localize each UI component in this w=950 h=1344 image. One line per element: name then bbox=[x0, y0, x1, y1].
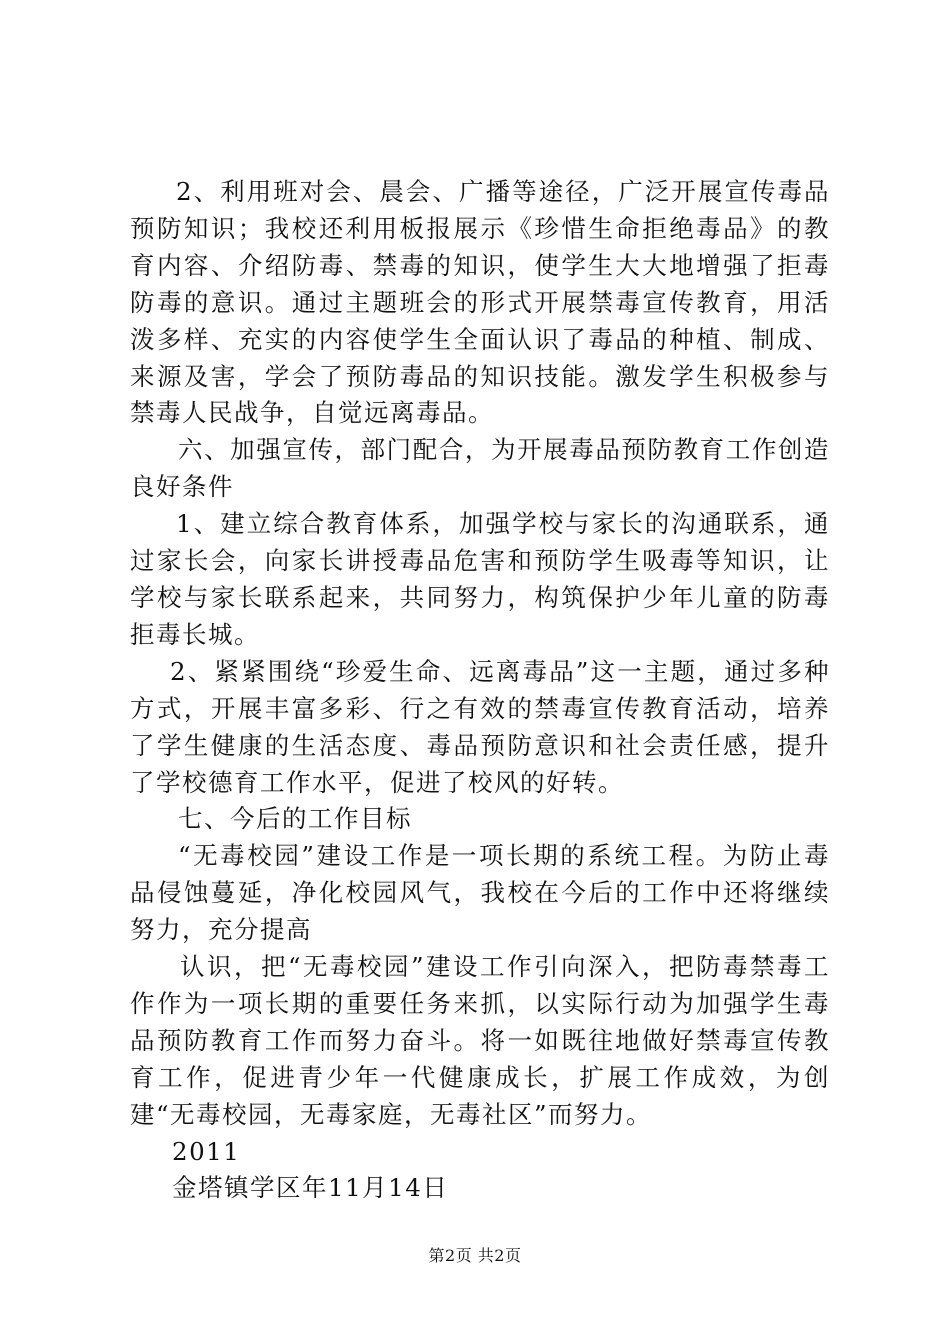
section-heading-six: 六、加强宣传，部门配合，为开展毒品预防教育工作创造良好条件 bbox=[130, 435, 830, 502]
paragraph-propaganda-channels: 2、利用班对会、晨会、广播等途径，广泛开展宣传毒品预防知识；我校还利用板报展示《珍惜生命拒绝毒品》的教育内容、介绍防毒、禁毒的知识，使学生大大地增强了拒毒防毒的意识。通过主题班会的形式开展禁毒宣传教育，用活泼多样、充实的内容使学生全面认识了毒品的种植、制成、来源及害，学会了预防毒品的知识技能。激发学生积极参与禁毒人民战争，自觉远离毒品。 bbox=[130, 177, 830, 428]
paragraph-drug-free-campus: “无毒校园”建设工作是一项长期的系统工程。为防止毒品侵蚀蔓延，净化校园风气，我校在今后的工作中还将继续努力，充分提高 bbox=[130, 841, 830, 945]
date-year: 2011 bbox=[172, 1136, 241, 1166]
paragraph-awareness: 认识，把“无毒校园”建设工作引向深入，把防毒禁毒工作作为一项长期的重要任务来抓，以实际行动为加强学生毒品预防教育工作而努力奋斗。将一如既往地做好禁毒宣传教育工作，促进青少年一代健康成长，扩展工作成效，为创建“无毒校园，无毒家庭，无毒社区”而努力。 bbox=[130, 952, 830, 1129]
page-footer: 第2页 共2页 bbox=[428, 1246, 522, 1265]
signature-date-line: 金塔镇学区年11月14日 bbox=[172, 1173, 449, 1203]
document-body bbox=[130, 174, 830, 1207]
paragraph-theme-activities: 2、紧紧围绕“珍爱生命、远离毒品”这一主题，通过多种方式，开展丰富多彩、行之有效的禁毒宣传教育活动，培养了学生健康的生活态度、毒品预防意识和社会责任感，提升了学校德育工作水平，促进了校风的好转。 bbox=[130, 656, 830, 797]
paragraph-education-system: 1、建立综合教育体系，加强学校与家长的沟通联系，通过家长会，向家长讲授毒品危害和预防学生吸毒等知识，让学校与家长联系起来，共同努力，构筑保护少年儿童的防毒拒毒长城。 bbox=[130, 509, 830, 649]
section-heading-seven: 七、今后的工作目标 bbox=[178, 804, 412, 834]
